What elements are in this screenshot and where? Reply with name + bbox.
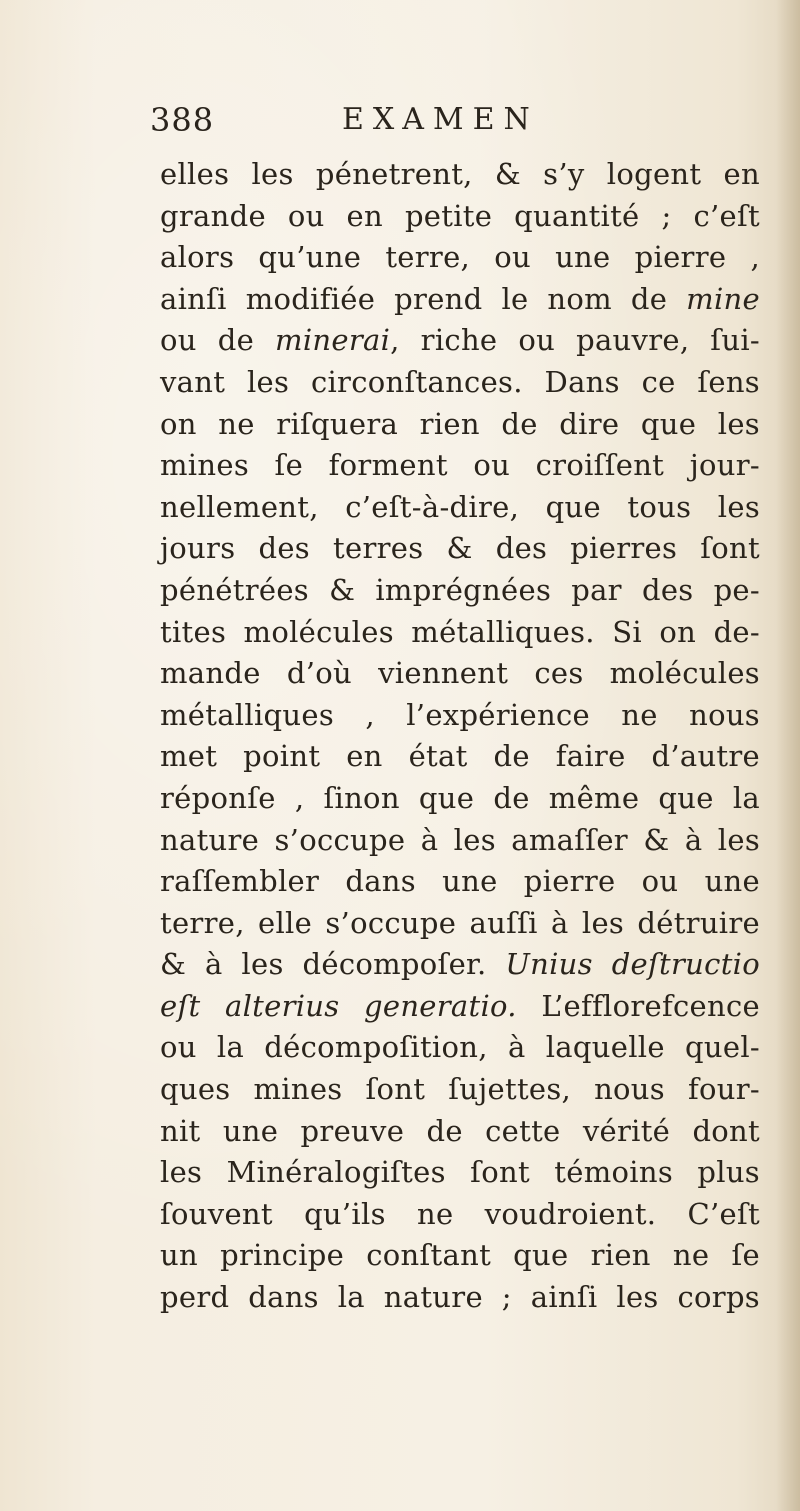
- text-segment: raſſembler dans une pierre ou une: [160, 864, 760, 899]
- text-segment: ainſi modifiée prend le nom de: [160, 281, 687, 316]
- page-header: [150, 98, 750, 142]
- text-line: [160, 736, 760, 778]
- text-segment: nature s’occupe à les amaſſer & à les: [160, 822, 760, 857]
- text-line: [160, 653, 760, 695]
- text-line: [160, 528, 760, 570]
- text-segment: un principe conſtant que rien ne ſe: [160, 1238, 760, 1273]
- text-segment: jours des terres & des pierres ſont: [160, 531, 760, 566]
- text-segment: mines ſe forment ou croiſſent jour-: [160, 448, 760, 483]
- text-line: [160, 196, 760, 238]
- text-line: [160, 154, 760, 196]
- text-segment: nit une preuve de cette vérité dont: [160, 1113, 760, 1148]
- text-line: [160, 445, 760, 487]
- text-line: [160, 362, 760, 404]
- italic-text: eſt alterius generatio.: [160, 988, 517, 1023]
- text-segment: ſouvent qu’ils ne voudroient. C’eſt: [160, 1196, 760, 1231]
- italic-text: Unius deſtructio: [505, 947, 760, 982]
- text-line: [160, 1235, 760, 1277]
- text-segment: , riche ou pauvre, ſui-: [390, 323, 760, 358]
- text-line: [160, 861, 760, 903]
- italic-text: mine: [686, 281, 760, 316]
- text-segment: tites molécules métalliques. Si on de-: [160, 614, 760, 649]
- text-segment: ou la décompoſition, à laquelle quel-: [160, 1030, 760, 1065]
- text-segment: réponſe , ſinon que de même que la: [160, 780, 760, 815]
- text-segment: vant les circonſtances. Dans ce ſens: [160, 364, 760, 399]
- italic-text: minerai: [275, 323, 391, 358]
- page-number: 388: [150, 101, 215, 139]
- text-line: [160, 944, 760, 986]
- text-segment: L’efflorefcence: [516, 988, 760, 1023]
- text-segment: met point en état de faire d’autre: [160, 739, 760, 774]
- text-segment: ou de: [160, 323, 276, 358]
- text-line: [160, 986, 760, 1028]
- text-line: [160, 1152, 760, 1194]
- text-line: [160, 570, 760, 612]
- text-segment: terre, elle s’occupe auſſi à les détruire: [160, 905, 760, 940]
- text-segment: métalliques , l’expérience ne nous: [160, 697, 760, 732]
- text-line: [160, 903, 760, 945]
- text-segment: perd dans la nature ; ainſi les corps: [160, 1280, 760, 1315]
- text-segment: grande ou en petite quantité ; c’eſt: [160, 198, 760, 233]
- text-line: [160, 487, 760, 529]
- text-segment: & à les décompoſer.: [160, 947, 506, 982]
- text-line: [160, 820, 760, 862]
- text-line: [160, 1194, 760, 1236]
- text-line: [160, 1027, 760, 1069]
- text-segment: pénétrées & imprégnées par des pe-: [160, 572, 760, 607]
- text-line: [160, 404, 760, 446]
- text-segment: elles les pénetrent, & s’y logent en: [160, 157, 760, 191]
- text-segment: on ne riſquera rien de dire que les: [160, 406, 760, 441]
- body-text: [160, 154, 760, 1319]
- text-segment: les Minéralogiſtes ſont témoins plus: [160, 1155, 760, 1190]
- text-line: [160, 612, 760, 654]
- page-edge-shadow: [776, 0, 800, 1511]
- text-segment: ques mines ſont ſujettes, nous four-: [160, 1072, 760, 1107]
- text-line: [160, 1277, 760, 1319]
- text-line: [160, 320, 760, 362]
- text-line: [160, 695, 760, 737]
- text-segment: nellement, c’eſt-à-dire, que tous les: [160, 489, 760, 524]
- text-line: [160, 279, 760, 321]
- text-line: [160, 1111, 760, 1153]
- text-line: [160, 778, 760, 820]
- text-line: [160, 237, 760, 279]
- text-segment: mande d’où viennent ces molécules: [160, 656, 760, 691]
- running-head: EXAMEN: [342, 102, 539, 137]
- text-line: [160, 1069, 760, 1111]
- text-segment: alors qu’une terre, ou une pierre ,: [160, 240, 760, 275]
